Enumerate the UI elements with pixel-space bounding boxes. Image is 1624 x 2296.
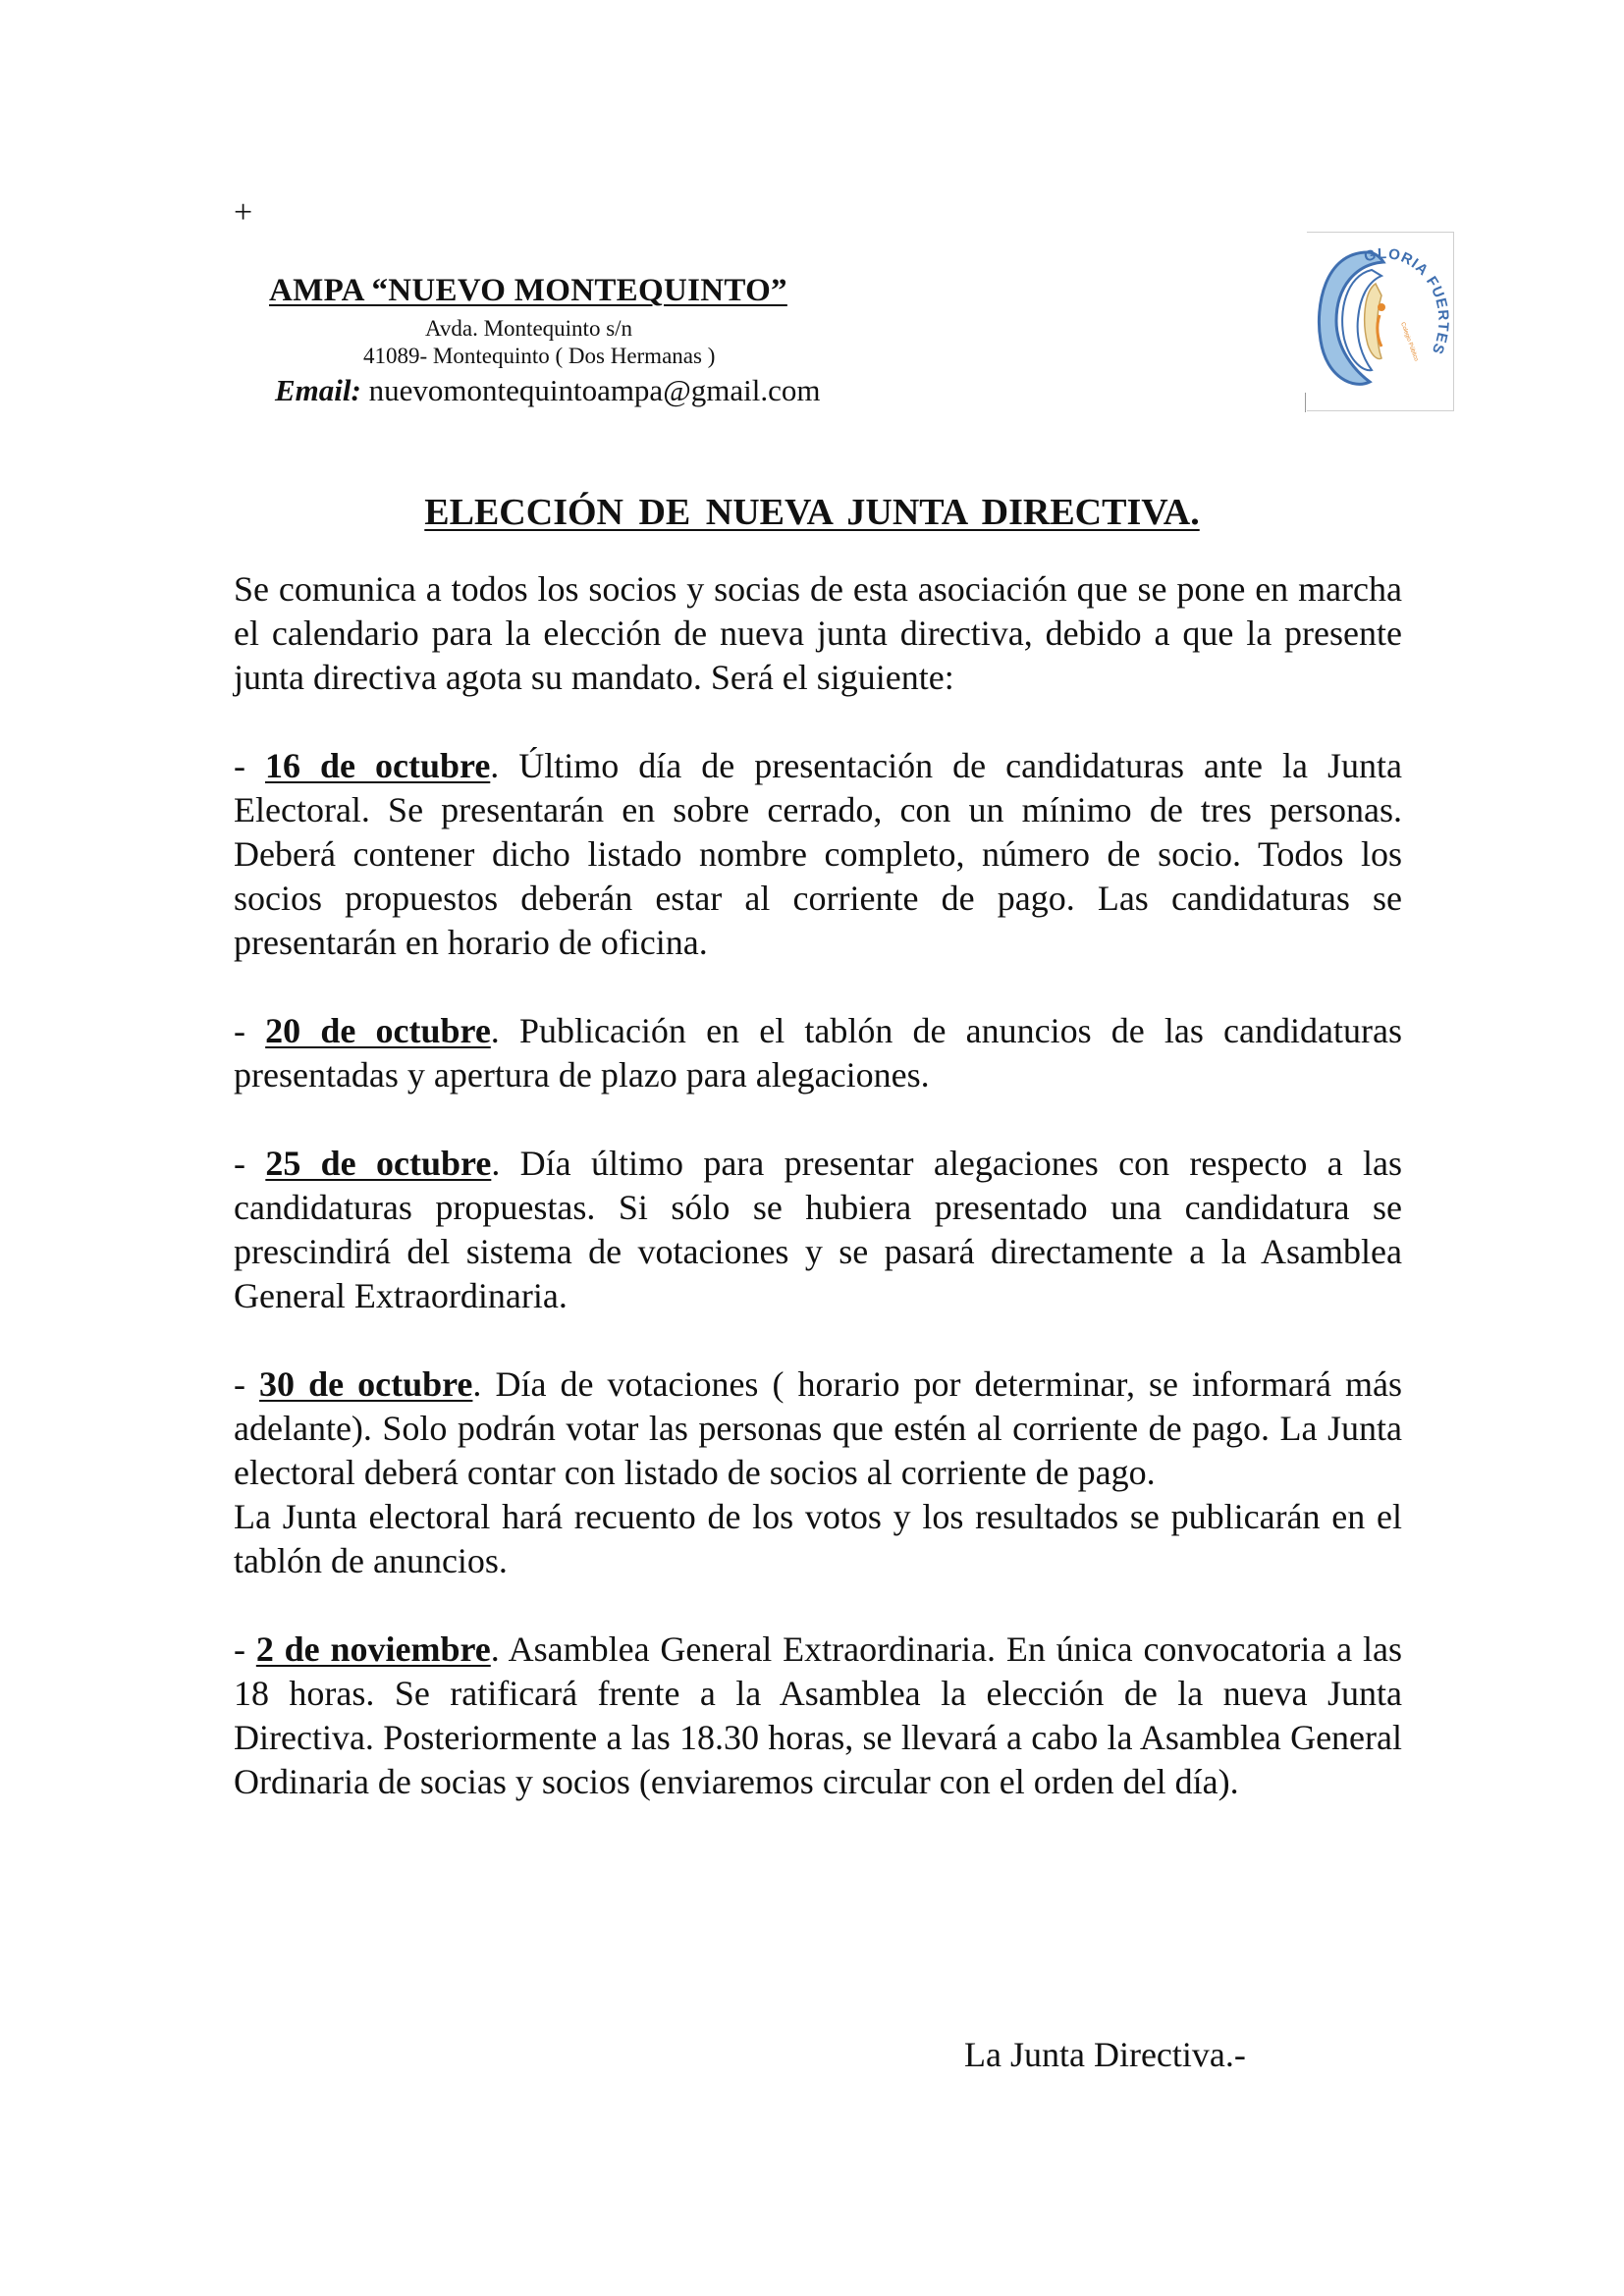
item-prefix: -	[234, 1011, 266, 1050]
logo-subtext: Colegio Público	[1399, 321, 1420, 362]
calendar-item	[234, 1142, 1402, 1318]
item-text: . Último día de presentación de candidaturas ante la Junta Electoral. Se presentarán en sobre cerrado, con un mínimo de tres personas. Deberá contener dicho listado nombre completo, número de socio. Todos los socios propuestos deberán estar al corriente de pago. Las candidaturas se presentarán en horario de oficina.	[234, 746, 1402, 962]
plus-mark: +	[234, 194, 253, 231]
document-title: ELECCIÓN DE NUEVA JUNTA DIRECTIVA.	[424, 492, 1200, 533]
email-line	[275, 373, 820, 408]
item-prefix: -	[234, 746, 265, 785]
logo-text: GLORIA FUERTES	[1362, 244, 1452, 357]
item-prefix: -	[234, 1144, 266, 1183]
item-date: 2 de noviembre	[255, 1629, 491, 1669]
item-prefix: -	[234, 1629, 256, 1669]
item-date: 16 de octubre	[264, 746, 491, 785]
email-label: Email:	[275, 373, 361, 407]
item-text: . Día de votaciones ( horario por determinar, se informará más adelante). Solo podrán votar las personas que estén al corriente de pago. La Junta electoral deberá contar con listado de socios al corriente de pago.	[234, 1364, 1402, 1492]
item-date: 20 de octubre	[265, 1011, 491, 1050]
address-line-1: Avda. Montequinto s/n	[425, 316, 633, 341]
calendar-item	[234, 744, 1402, 965]
intro-paragraph: Se comunica a todos los socios y socias de esta asociación que se pone en marcha el calendario para la elección de nueva junta directiva, debido a que la presente junta directiva agota su mandato. Será el siguiente:	[234, 569, 1402, 697]
signature: La Junta Directiva.-	[964, 2035, 1246, 2074]
calendar-item-note: La Junta electoral hará recuento de los votos y los resultados se publicarán en el tablón de anuncios.	[234, 1497, 1402, 1580]
item-prefix: -	[234, 1364, 260, 1404]
document-body	[234, 567, 1402, 1804]
item-text: . Publicación en el tablón de anuncios de las candidaturas presentadas y apertura de plazo para alegaciones.	[234, 1011, 1402, 1095]
item-date: 25 de octubre	[265, 1144, 492, 1183]
address-line-2: 41089- Montequinto ( Dos Hermanas )	[363, 344, 716, 368]
item-date: 30 de octubre	[259, 1364, 473, 1404]
email-address: nuevomontequintoampa@gmail.com	[368, 373, 821, 407]
calendar-item	[234, 1628, 1402, 1804]
org-name: AMPA “NUEVO MONTEQUINTO”	[269, 273, 787, 308]
item-text: . Asamblea General Extraordinaria. En única convocatoria a las 18 horas. Se ratificará frente a la Asamblea la elección de la nueva Junta Directiva. Posteriormente a las 18.30 horas, se llevará a cabo la Asamblea General Ordinaria de socias y socios (enviaremos circular con el orden del día).	[234, 1629, 1402, 1801]
item-text: . Día último para presentar alegaciones con respecto a las candidaturas propuestas. Si sólo se hubiera presentado una candidatura se prescindirá del sistema de votaciones y se pasará directamente a la Asamblea General Extraordinaria.	[234, 1144, 1402, 1315]
school-logo	[1307, 232, 1454, 411]
calendar-item	[234, 1009, 1402, 1097]
calendar-item	[234, 1362, 1402, 1495]
logo-corner-mark	[1305, 393, 1306, 412]
logo-graphic-icon	[1307, 233, 1452, 410]
